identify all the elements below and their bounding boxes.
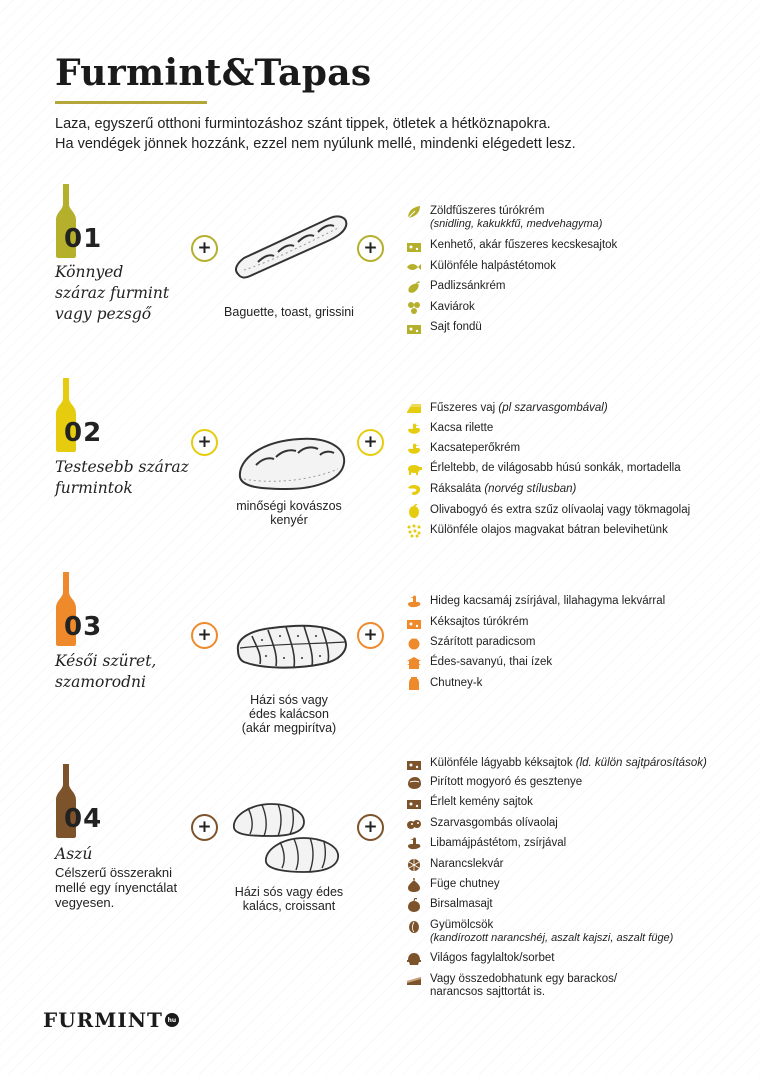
logo-text: FURMINT bbox=[43, 1008, 163, 1032]
bread-label: Házi sós vagy édes kalácson (akár megpirítva) bbox=[241, 693, 337, 735]
seeds-icon bbox=[406, 524, 422, 538]
nut-icon bbox=[406, 776, 422, 790]
herb-leaf-icon bbox=[406, 205, 422, 219]
fruit-icon bbox=[406, 919, 422, 933]
list-item: Kéksajtos túrókrém bbox=[406, 616, 756, 630]
plus-icon: + bbox=[357, 235, 384, 262]
list-item: Vagy összedobhatunk egy barackos/ narancsos sajttortát is. bbox=[406, 973, 756, 999]
list-item: Narancslekvár bbox=[406, 858, 756, 872]
eggplant-icon bbox=[406, 280, 422, 294]
list-item: Hideg kacsamáj zsírjával, lilahagyma lekvárral bbox=[406, 595, 756, 609]
duck-icon bbox=[406, 442, 422, 456]
sourdough-loaf-icon bbox=[234, 433, 350, 493]
plus-icon: + bbox=[191, 235, 218, 262]
list-item: Zöldfűszeres túrókrém (snidling, kakukkfű, medvehagyma) bbox=[406, 205, 756, 230]
cheese-icon bbox=[406, 616, 422, 630]
list-item: Padlizsánkrém bbox=[406, 280, 756, 294]
cheese-icon bbox=[406, 757, 422, 771]
cake-icon bbox=[406, 973, 422, 987]
list-item: Különféle lágyabb kéksajtok (ld. külön sajtpárosítások) bbox=[406, 757, 756, 771]
goose-icon bbox=[406, 837, 422, 851]
fig-icon bbox=[406, 878, 422, 892]
section-number: 02 bbox=[64, 418, 103, 448]
quince-icon bbox=[406, 898, 422, 912]
list-item: Sajt fondü bbox=[406, 321, 756, 335]
plus-icon: + bbox=[357, 429, 384, 456]
list-item: Kacsa rilette bbox=[406, 422, 756, 436]
bread-label: Baguette, toast, grissini bbox=[224, 305, 354, 319]
list-item: Fűszeres vaj (pl szarvasgombával) bbox=[406, 402, 756, 416]
bread-label: Házi sós vagy édes kalács, croissant bbox=[234, 885, 344, 913]
plus-icon: + bbox=[191, 814, 218, 841]
icecream-icon bbox=[406, 952, 422, 966]
cheese-icon bbox=[406, 321, 422, 335]
list-item: Szárított paradicsom bbox=[406, 636, 756, 650]
croissant-icon bbox=[230, 798, 350, 882]
baguette-icon bbox=[230, 212, 350, 282]
list-item: Olivabogyó és extra szűz olívaolaj vagy tökmagolaj bbox=[406, 504, 756, 518]
list-item: Különféle halpástétomok bbox=[406, 260, 756, 274]
page-title: Furmint&Tapas bbox=[55, 52, 372, 94]
jar-icon bbox=[406, 677, 422, 691]
list-item: Érlelt kemény sajtok bbox=[406, 796, 756, 810]
wine-description: Célszerű összerakni mellé egy ínyenctálat vegyesen. bbox=[55, 865, 178, 910]
intro-text bbox=[55, 114, 715, 154]
list-item: Édes-savanyú, thai ízek bbox=[406, 656, 756, 670]
list-item: Kacsateperőkrém bbox=[406, 442, 756, 456]
bread-label: minőségi kovászos kenyér bbox=[236, 499, 342, 527]
orange-icon bbox=[406, 858, 422, 872]
tomato-icon bbox=[406, 636, 422, 650]
plus-icon: + bbox=[191, 622, 218, 649]
fish-icon bbox=[406, 260, 422, 274]
section-number: 01 bbox=[64, 224, 103, 254]
pig-icon bbox=[406, 462, 422, 476]
wine-name: Testesebb száraz furmintok bbox=[55, 458, 189, 497]
furmint-logo bbox=[43, 1008, 179, 1032]
list-item: Szarvasgombás olívaolaj bbox=[406, 817, 756, 831]
goose-icon bbox=[406, 595, 422, 609]
duck-icon bbox=[406, 422, 422, 436]
list-item: Libamájpástétom, zsírjával bbox=[406, 837, 756, 851]
list-item: Ráksaláta (norvég stílusban) bbox=[406, 483, 756, 497]
plus-icon: + bbox=[357, 622, 384, 649]
cheese-icon bbox=[406, 239, 422, 253]
wine-name: Késői szüret, szamorodni bbox=[55, 652, 157, 691]
plus-icon: + bbox=[357, 814, 384, 841]
pagoda-icon bbox=[406, 656, 422, 670]
section-number: 04 bbox=[64, 804, 103, 834]
intro-line-2: Ha vendégek jönnek hozzánk, ezzel nem nyúlunk mellé, mindenki elégedett lesz. bbox=[55, 136, 576, 152]
list-item: Kenhető, akár fűszeres kecskesajtok bbox=[406, 239, 756, 253]
list-item: Kaviárok bbox=[406, 301, 756, 315]
title-underline bbox=[55, 101, 207, 104]
wine-name: Aszú bbox=[55, 845, 93, 863]
cheese-icon bbox=[406, 796, 422, 810]
shrimp-icon bbox=[406, 483, 422, 497]
list-item: Gyümölcsök (kandírozott narancshéj, aszalt kajszi, aszalt füge) bbox=[406, 919, 756, 944]
logo-badge: hu bbox=[165, 1013, 179, 1027]
caviar-icon bbox=[406, 301, 422, 315]
list-item: Füge chutney bbox=[406, 878, 756, 892]
truffle-icon bbox=[406, 817, 422, 831]
section-number: 03 bbox=[64, 612, 103, 642]
list-item: Különféle olajos magvakat bátran belevihetünk bbox=[406, 524, 756, 538]
plus-icon: + bbox=[191, 429, 218, 456]
wine-name: Könnyed száraz furmint vagy pezsgő bbox=[55, 263, 170, 323]
butter-icon bbox=[406, 402, 422, 416]
list-item: Világos fagylaltok/sorbet bbox=[406, 952, 756, 966]
olive-icon bbox=[406, 504, 422, 518]
braided-bread-icon bbox=[232, 614, 352, 674]
intro-line-1: Laza, egyszerű otthoni furmintozáshoz szánt tippek, ötletek a hétköznapokra. bbox=[55, 116, 551, 132]
list-item: Chutney-k bbox=[406, 677, 756, 691]
list-item: Birsalmasajt bbox=[406, 898, 756, 912]
list-item: Pirított mogyoró és gesztenye bbox=[406, 776, 756, 790]
list-item: Érleltebb, de világosabb húsú sonkák, mortadella bbox=[406, 462, 756, 476]
